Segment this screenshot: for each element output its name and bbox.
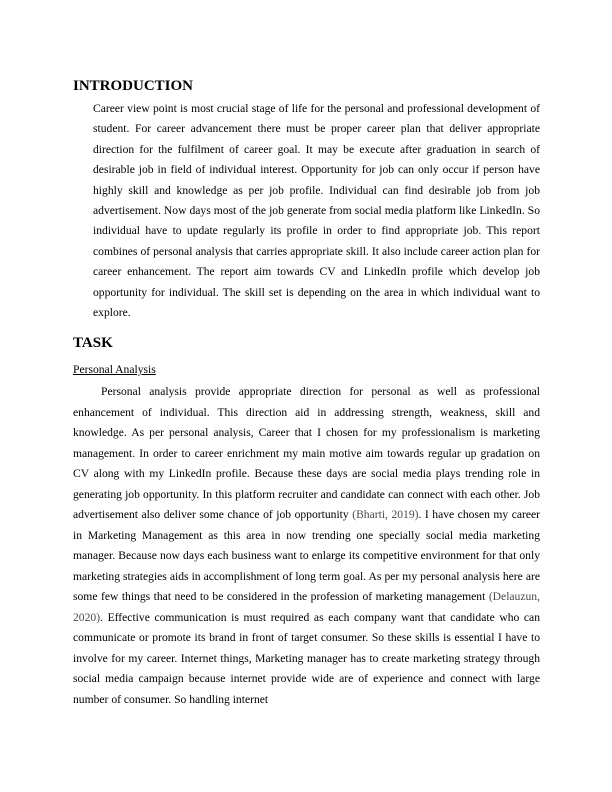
paragraph-text-part2: . I have chosen my career in Marketing Management as this area in now trending one specially social media marketing manager. Because now days each business want to enlarge its competitive environment for that only marketing strategies aids in accomplishment of long term goal. As per my personal analysis here are some few things that need to be considered in the profession of marketing management bbox=[73, 508, 541, 603]
task-heading: TASK bbox=[73, 335, 113, 351]
introduction-heading: INTRODUCTION bbox=[73, 78, 194, 94]
introduction-paragraph: Career view point is most crucial stage of life for the personal and professional development of student. For career advancement there must be proper career plan that deliver appropriate direction for the fulfilment of career goal. It may be execute after graduation in search of desirable job in field of individual interest. Opportunity for job can only occur if person have highly skill and knowledge as per job profile. Individual can find desirable job from job advertisement. Now days most of the job generate from social media platform like LinkedIn. So individual have to update regularly its profile in order to find appropriate job. This report combines of personal analysis that carries appropriate skill. It also include career action plan for career enhancement. The report aim towards CV and LinkedIn profile which develop job opportunity for individual. The skill set is depending on the area in which individual want to explore. bbox=[93, 102, 540, 320]
citation-bharti: (Bharti, 2019) bbox=[352, 508, 419, 521]
paragraph-text-part3: . Effective communication is must required as each company want that candidate who can communicate or promote its brand in front of target consumer. So these skills is essential I have to involve for my career. Internet things, Marketing manager has to create marketing strategy through social media campaign because internet provide wide are of experience and connect with large number of consumer. So handling internet bbox=[73, 610, 540, 706]
citation-delauzun: (Delauzun, 2020) bbox=[73, 590, 540, 624]
personal-analysis-paragraph bbox=[73, 382, 540, 710]
personal-analysis-subheading: Personal Analysis bbox=[73, 363, 156, 376]
paragraph-text-part1: Personal analysis provide appropriate direction for personal as well as professional enhancement of individual. This direction aid in addressing strength, weakness, skill and knowledge. As per personal analysis, Career that I chosen for my professionalism is marketing management. In order to career enrichment my main motive aim towards regular up gradation on CV along with my LinkedIn profile. Because these days are social media plays trending role in generating job opportunity. In this platform recruiter and candidate can connect with each other. Job advertisement also deliver some chance of job opportunity bbox=[73, 385, 540, 521]
